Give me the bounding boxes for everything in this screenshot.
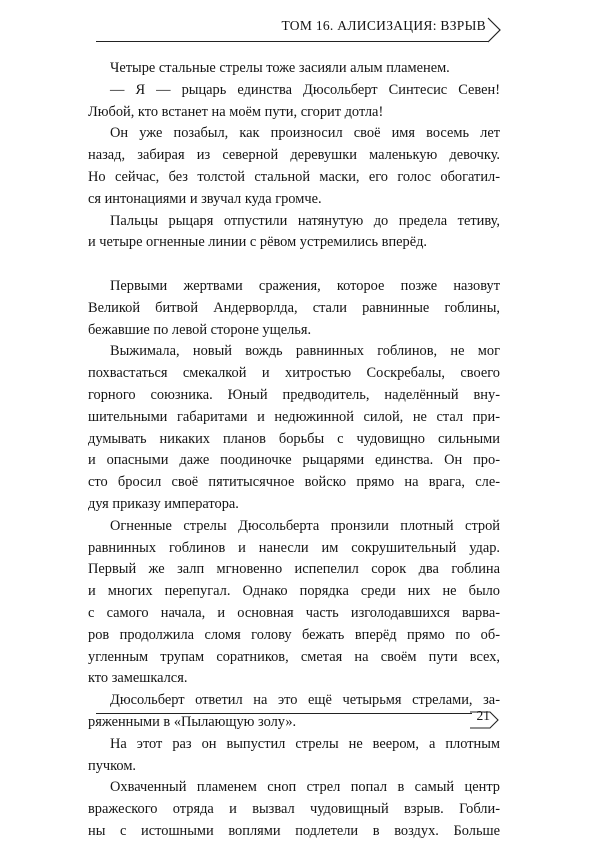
text-line: Первыми жертвами сражения, которое позже назовут bbox=[110, 277, 500, 294]
paragraph-9 bbox=[88, 734, 500, 778]
text-line: сто бросил своё пятитысячное войско прямо на врага, сле- bbox=[88, 474, 500, 491]
text-line: шительными габаритами и недюжинной силой, не стал при- bbox=[88, 408, 500, 425]
text-line: равнинных гоблинов и нанесли им сокрушительный удар. bbox=[88, 539, 500, 556]
paragraph-10 bbox=[88, 777, 500, 842]
text-line: ны с истошными воплями подлетели в воздух. Больше bbox=[88, 822, 500, 839]
text-line: пучком. bbox=[88, 757, 137, 774]
paragraph-2 bbox=[88, 80, 500, 124]
text-line: и опасными даже поодиночке рыцарями единства. Он про- bbox=[88, 452, 500, 469]
paragraph-4 bbox=[88, 211, 500, 255]
paragraph-3 bbox=[88, 123, 500, 210]
text-line: назад, забирая из северной деревушки маленькую девочку. bbox=[88, 147, 500, 164]
text-line: На этот раз он выпустил стрелы не веером, а плотным bbox=[110, 735, 500, 752]
text-line: Великой битвой Андерворлда, стали равнинные гоблины, bbox=[88, 299, 500, 316]
text-line: Охваченный пламенем сноп стрел попал в самый центр bbox=[110, 779, 500, 796]
text-line: кто замешкался. bbox=[88, 670, 188, 687]
text-line: Выжимала, новый вождь равнинных гоблинов, не мог bbox=[110, 343, 500, 360]
text-line: Первый же залп мгновенно испепелил сорок два гоблина bbox=[88, 561, 500, 578]
text-line: думывать никаких планов борьбы с чудовищно сильными bbox=[88, 430, 500, 447]
paragraph-7 bbox=[88, 516, 500, 690]
page-number: 21 bbox=[476, 708, 490, 723]
paragraph-1 bbox=[88, 58, 500, 80]
text-line: и четыре огненные линии с рёвом устремились вперёд. bbox=[88, 234, 428, 251]
text-line: горного союзника. Юный предводитель, наделённый вну- bbox=[88, 386, 500, 403]
text-line: Он уже позабыл, как произносил своё имя восемь лет bbox=[110, 125, 500, 142]
text-line: Дюсольберт ответил на это ещё четырьмя стрелами, за- bbox=[110, 692, 500, 709]
text-line: Огненные стрелы Дюсольберта пронзили плотный строй bbox=[110, 517, 500, 534]
running-header-title: ТОМ 16. АЛИСИЗАЦИЯ: ВЗРЫВ bbox=[281, 18, 486, 33]
header-rule bbox=[96, 41, 488, 42]
text-line: ся интонациями и звучал куда громче. bbox=[88, 190, 322, 207]
text-line: с самого начала, и основная часть изголодавшихся варва- bbox=[88, 604, 500, 621]
footer-rule bbox=[96, 713, 472, 714]
text-line: Но сейчас, без толстой стальной маски, его голос обогатил- bbox=[88, 168, 500, 185]
text-line: Пальцы рыцаря отпустили натянутую до предела тетиву, bbox=[110, 212, 500, 229]
running-footer bbox=[96, 708, 500, 734]
text-line: и многих перепугал. Однако порядка среди них не было bbox=[88, 583, 500, 600]
text-line: дуя приказу императора. bbox=[88, 495, 239, 512]
text-line: угленным трупам соратников, сметая на своём пути всех, bbox=[88, 648, 500, 665]
text-line: бежавшие по левой стороне ущелья. bbox=[88, 321, 312, 338]
text-line: вражеского отряда и вызвал чудовищный взрыв. Гобли- bbox=[88, 801, 500, 818]
text-line: Четыре стальные стрелы тоже засияли алым пламенем. bbox=[110, 60, 450, 76]
text-line: — Я — рыцарь единства Дюсольберт Синтесис Севен! bbox=[110, 81, 500, 98]
header-chevron-icon bbox=[486, 17, 502, 43]
text-line: похвастаться смекалкой и хитростью Соскребалы, своего bbox=[88, 365, 500, 382]
paragraph-5 bbox=[88, 276, 500, 341]
text-line: ряженными в «Пылающую золу». bbox=[88, 713, 297, 730]
text-line: Любой, кто встанет на моём пути, сгорит дотла! bbox=[88, 103, 384, 120]
scene-break bbox=[88, 254, 500, 276]
text-line: ров продолжила сломя голову бежать вперёд прямо по об- bbox=[88, 626, 500, 643]
paragraph-6 bbox=[88, 341, 500, 515]
running-header bbox=[96, 16, 502, 42]
